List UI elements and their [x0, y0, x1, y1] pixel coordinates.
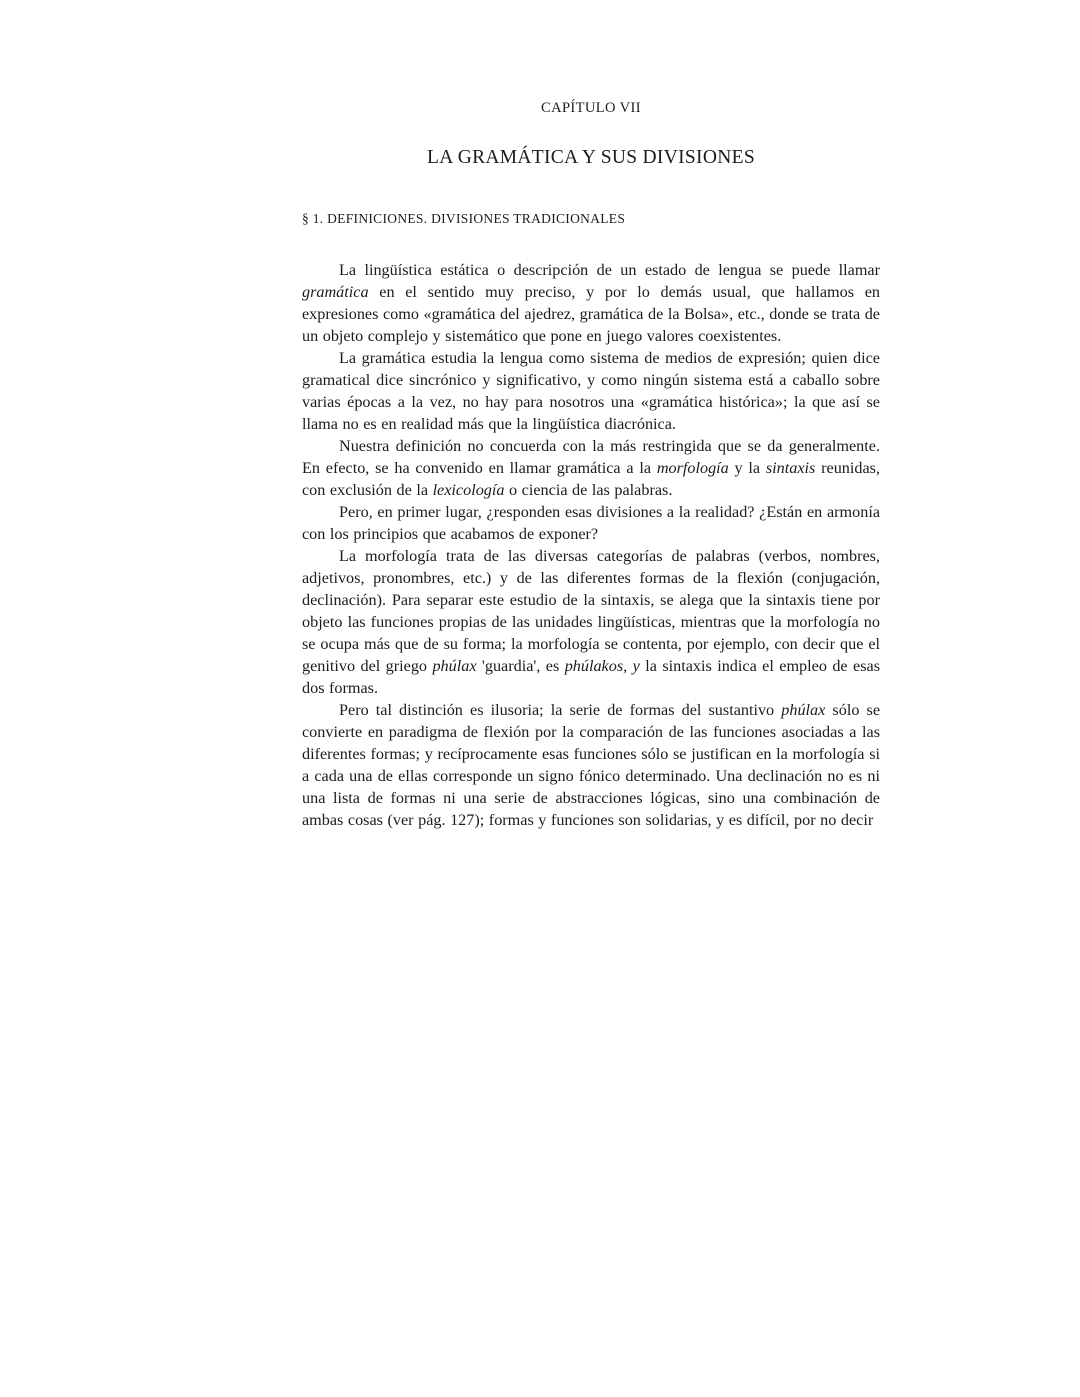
chapter-label: CAPÍTULO VII — [541, 100, 641, 116]
italic-text: sintaxis — [765, 459, 816, 477]
text-run: Pero tal distinción es ilusoria; la serie de formas del sustantivo — [339, 701, 782, 719]
text-run: Pero, en primer lugar, ¿responden esas divisiones a la realidad? ¿Están en armonía con los principios que acabamos de exponer? — [302, 503, 880, 543]
text-run: sólo se convierte en paradigma de flexión por la comparación de las funciones asociadas a las diferentes formas; y recíprocamente esas funciones sólo se justifican en la morfología si a cada una de ellas corresponde un signo fónico determinado. Una declinación no es ni una lista de formas ni una serie de abstracciones lógicas, sino una combinación de ambas cosas (ver pág. 127); formas y funciones son solidarias, y es difícil, por no decir — [302, 701, 881, 829]
italic-text: phúlakos, y — [564, 657, 640, 675]
italic-text: morfología — [656, 459, 729, 477]
paragraph — [302, 501, 880, 545]
italic-text: phúlax — [781, 701, 826, 719]
text-run: y la — [728, 459, 766, 477]
page-title: LA GRAMÁTICA Y SUS DIVISIONES — [427, 147, 755, 168]
section-heading: § 1. DEFINICIONES. DIVISIONES TRADICIONALES — [302, 211, 626, 226]
text-column — [302, 100, 880, 831]
body-text — [302, 259, 880, 831]
text-run: La lingüística estática o descripción de un estado de lengua se puede llamar — [339, 261, 880, 279]
text-run: Nuestra definición no concuerda con la más restringida que se da generalmente. En efecto, se ha convenido en llamar gramática a la — [302, 437, 880, 477]
text-run: en el sentido muy preciso, y por lo demás usual, que hallamos en expresiones como «gramática del ajedrez, gramática de la Bolsa», etc., donde se trata de un objeto complejo y sistemático que pone en juego valores coexistentes. — [302, 283, 880, 345]
italic-text: gramática — [302, 283, 369, 301]
text-run: o ciencia de las palabras. — [504, 481, 673, 499]
text-run: La gramática estudia la lengua como sistema de medios de expresión; quien dice gramatical dice sincrónico y significativo, y como ningún sistema está a caballo sobre varias épocas a la vez, no hay para nosotros una «gramática histórica»; la que así se llama no es en realidad más que la lingüística diacrónica. — [302, 349, 880, 433]
paragraph — [302, 435, 880, 501]
paragraph — [302, 545, 880, 699]
paragraph — [302, 347, 880, 435]
text-run: La morfología trata de las diversas categorías de palabras (verbos, nombres, adjetivos, pronombres, etc.) y de las diferentes formas de la flexión (conjugación, declinación). Para separar este estudio de la sintaxis, se alega que la sintaxis tiene por objeto las funciones propias de las unidades lingüísticas, mientras que la morfología no se ocupa más que de su forma; la morfología se contenta, por ejemplo, con decir que el genitivo del griego — [302, 547, 880, 675]
italic-text: phúlax — [432, 657, 477, 675]
text-run: la sintaxis indica el empleo de esas dos formas. — [302, 657, 881, 697]
text-run: 'guardia', es — [476, 657, 565, 675]
italic-text: lexicología — [432, 481, 505, 499]
paragraph — [302, 699, 880, 831]
text-run: reunidas, con exclusión de la — [302, 459, 881, 499]
paragraph — [302, 259, 880, 347]
